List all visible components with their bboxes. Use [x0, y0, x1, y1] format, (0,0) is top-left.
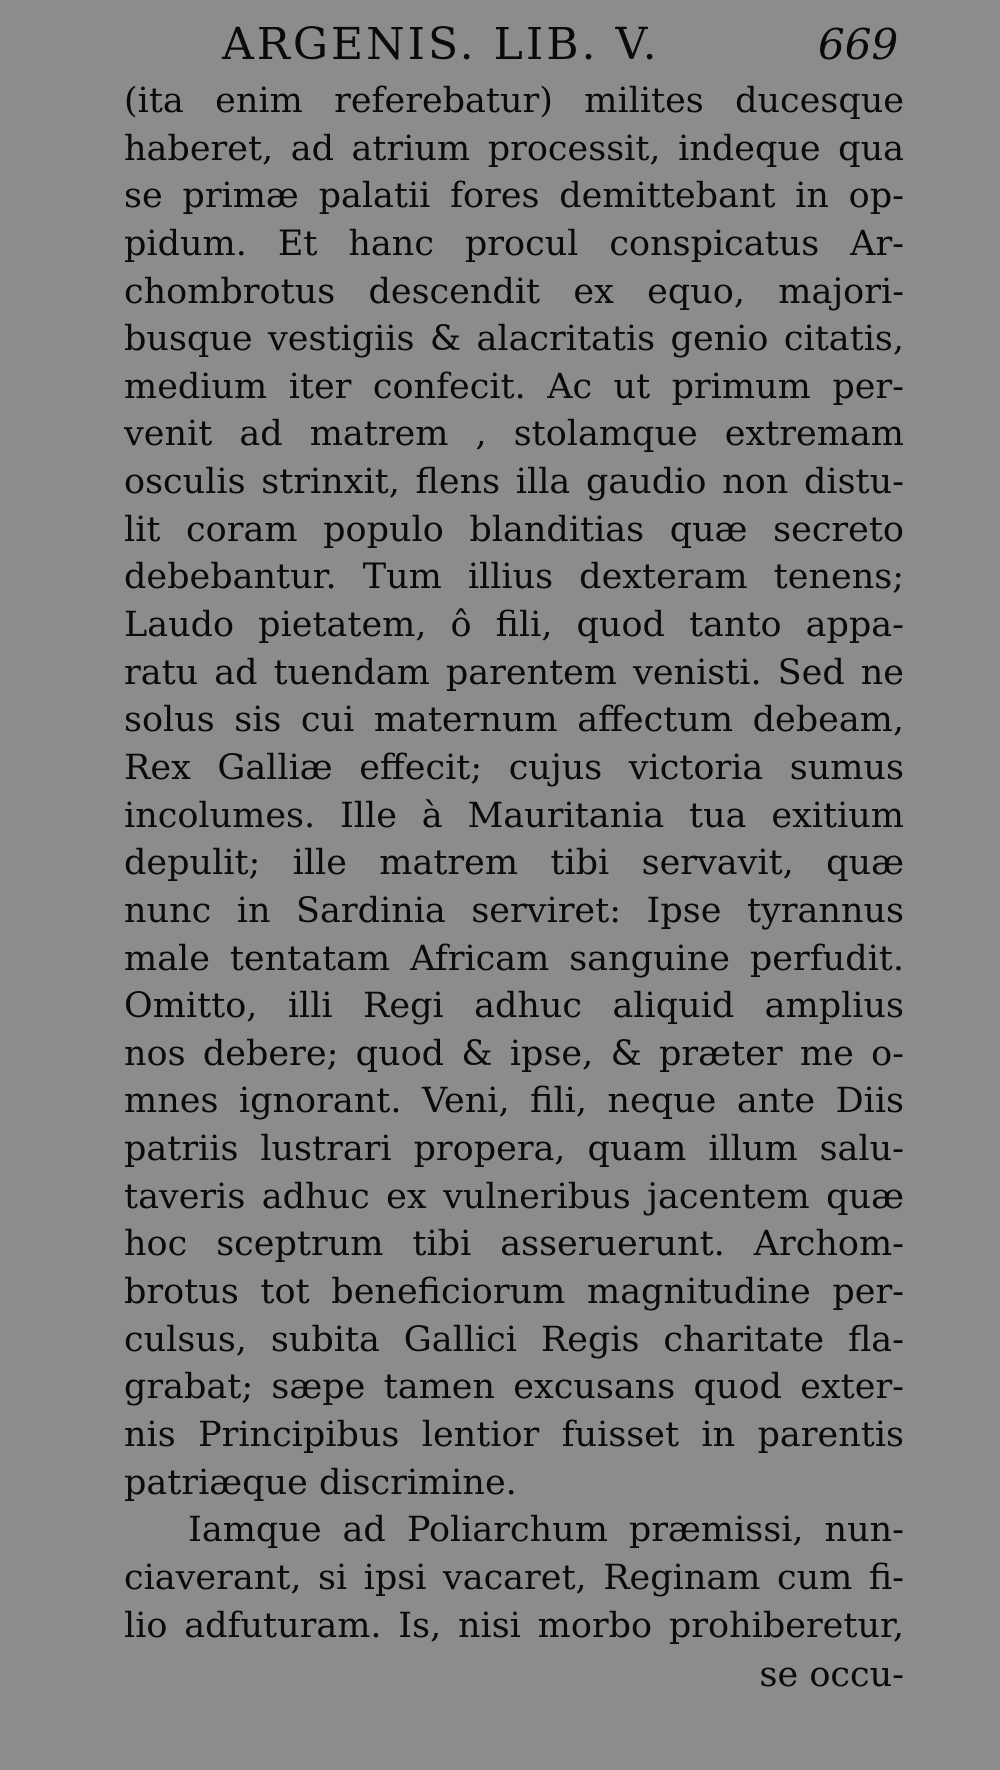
- text-line: Iamque ad Poliarchum præmissi, nun-: [188, 1510, 904, 1551]
- text-line: depulit; ille matrem tibi servavit, quæ: [124, 843, 904, 884]
- text-line: nunc in Sardinia serviret: Ipse tyrannus: [124, 890, 904, 931]
- text-line: pidum. Et hanc procul conspicatus Ar-: [124, 223, 904, 264]
- text-line: incolumes. Ille à Mauritania tua exitium: [124, 795, 904, 836]
- text-line: ciaverant, si ipsi vacaret, Reginam cum fi-: [124, 1557, 904, 1598]
- body-text: [124, 78, 904, 1700]
- text-line: osculis strinxit, flens illa gaudio non distu-: [124, 462, 904, 503]
- text-line: nos debere; quod & ipse, & præter me o-: [124, 1033, 904, 1074]
- text-line: chombrotus descendit ex equo, majori-: [124, 271, 904, 312]
- text-line: grabat; sæpe tamen excusans quod exter-: [124, 1367, 904, 1408]
- text-line: brotus tot beneficiorum magnitudine per-: [124, 1272, 904, 1313]
- page-number: 669: [818, 20, 899, 69]
- text-line: Laudo pietatem, ô fili, quod tanto appa-: [124, 605, 904, 646]
- text-line: patriis lustrari propera, quam illum salu-: [124, 1129, 904, 1170]
- text-line: Rex Galliæ effecit; cujus victoria sumus: [124, 747, 904, 788]
- text-line: mnes ignorant. Veni, fili, neque ante Diis: [124, 1081, 904, 1122]
- text-line: culsus, subita Gallici Regis charitate fla-: [124, 1319, 904, 1360]
- text-line: patriæque discrimine.: [124, 1462, 517, 1503]
- text-line: lio adfuturam. Is, nisi morbo prohiberetur,: [124, 1605, 904, 1646]
- text-line: hoc sceptrum tibi asseruerunt. Archom-: [124, 1224, 904, 1265]
- text-line: lit coram populo blanditias quæ secreto: [124, 509, 904, 550]
- running-title: ARGENIS. LIB. V.: [222, 19, 660, 70]
- text-line: se primæ palatii fores demittebant in op-: [124, 176, 904, 217]
- text-line: debebantur. Tum illius dexteram tenens;: [124, 557, 904, 598]
- text-line: Omitto, illi Regi adhuc aliquid amplius: [124, 986, 904, 1027]
- text-line: taveris adhuc ex vulneribus jacentem quæ: [124, 1176, 904, 1217]
- text-line: haberet, ad atrium processit, indeque qua: [124, 128, 904, 169]
- text-line: ratu ad tuendam parentem venisti. Sed ne: [124, 652, 904, 693]
- page-header: [0, 14, 1000, 76]
- text-line: solus sis cui maternum affectum debeam,: [124, 700, 904, 741]
- text-line: (ita enim referebatur) milites ducesque: [124, 81, 904, 121]
- text-line: busque vestigiis & alacritatis genio citatis,: [124, 319, 904, 360]
- text-line: medium iter confecit. Ac ut primum per-: [124, 366, 904, 407]
- text-line: nis Principibus lentior fuisset in parentis: [124, 1414, 904, 1455]
- catchword: se occu-: [759, 1655, 904, 1696]
- text-line: venit ad matrem , stolamque extremam: [124, 414, 904, 455]
- text-line: male tentatam Africam sanguine perfudit.: [124, 938, 904, 979]
